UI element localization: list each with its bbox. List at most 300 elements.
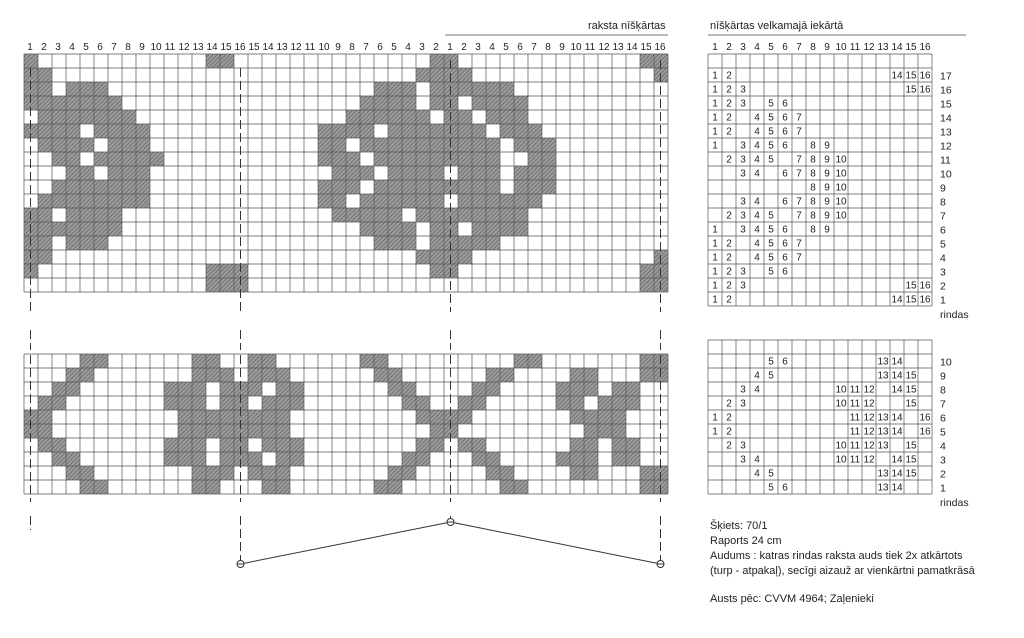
upper-pattern-filled-cell xyxy=(122,110,136,124)
upper-tieup-grid xyxy=(708,54,969,321)
upper-pattern-filled-cell xyxy=(486,194,500,208)
upper-pattern-filled-cell xyxy=(94,124,108,138)
pattern-column-number: 11 xyxy=(164,42,176,53)
upper-pattern-filled-cell xyxy=(528,138,542,152)
upper-pattern-filled-cell xyxy=(38,68,52,82)
pattern-column-number: 13 xyxy=(276,42,288,53)
lower-tieup-cell-number: 16 xyxy=(919,426,931,438)
upper-pattern-filled-cell xyxy=(430,194,444,208)
upper-pattern-filled-cell xyxy=(458,124,472,138)
upper-tieup-cell-number: 1 xyxy=(712,140,718,152)
upper-pattern-filled-cell xyxy=(66,82,80,96)
upper-pattern-filled-cell xyxy=(486,180,500,194)
upper-pattern-filled-cell xyxy=(332,152,346,166)
upper-pattern-filled-cell xyxy=(458,152,472,166)
tieup-column-number: 7 xyxy=(796,42,802,53)
upper-pattern-filled-cell xyxy=(332,138,346,152)
lower-tieup-row-label: 3 xyxy=(940,454,946,467)
upper-pattern-filled-cell xyxy=(416,138,430,152)
lower-pattern-filled-cell xyxy=(640,354,654,368)
lower-pattern-filled-cell xyxy=(570,396,584,410)
upper-pattern-filled-cell xyxy=(108,96,122,110)
pattern-column-number: 7 xyxy=(363,42,369,53)
upper-pattern-filled-cell xyxy=(80,194,94,208)
upper-pattern-filled-cell xyxy=(374,110,388,124)
pattern-column-number: 14 xyxy=(206,42,218,53)
lower-pattern-filled-cell xyxy=(220,452,234,466)
lower-tieup-cell-number: 12 xyxy=(863,440,875,452)
upper-tieup-cell-number: 7 xyxy=(796,168,802,180)
tieup-column-number: 3 xyxy=(740,42,746,53)
lower-pattern-filled-cell xyxy=(584,368,598,382)
upper-pattern-filled-cell xyxy=(500,208,514,222)
upper-pattern-filled-cell xyxy=(360,222,374,236)
lower-pattern-filled-cell xyxy=(626,452,640,466)
upper-tieup-cell-number: 2 xyxy=(726,126,732,138)
lower-tieup-row-label: 4 xyxy=(940,440,946,453)
upper-tieup-cell-number: 5 xyxy=(768,126,774,138)
lower-tieup-cell-number: 16 xyxy=(919,412,931,424)
upper-pattern-filled-cell xyxy=(220,54,234,68)
lower-pattern-filled-cell xyxy=(220,382,234,396)
lower-pattern-filled-cell xyxy=(584,452,598,466)
lower-pattern-filled-cell xyxy=(612,452,626,466)
upper-pattern-filled-cell xyxy=(486,208,500,222)
upper-pattern-filled-cell xyxy=(318,124,332,138)
upper-pattern-filled-cell xyxy=(402,222,416,236)
lower-pattern-filled-cell xyxy=(402,396,416,410)
lower-pattern-filled-cell xyxy=(178,382,192,396)
upper-pattern-filled-cell xyxy=(416,180,430,194)
upper-pattern-filled-cell xyxy=(122,124,136,138)
lower-tieup-cell-number: 3 xyxy=(740,454,746,466)
lower-pattern-filled-cell xyxy=(640,466,654,480)
upper-pattern-filled-cell xyxy=(514,124,528,138)
upper-pattern-filled-cell xyxy=(388,152,402,166)
upper-pattern-filled-cell xyxy=(80,166,94,180)
upper-pattern-filled-cell xyxy=(80,180,94,194)
upper-tieup-row-label: 10 xyxy=(940,168,952,181)
pattern-column-number: 5 xyxy=(503,42,509,53)
upper-pattern-filled-cell xyxy=(38,194,52,208)
upper-pattern-filled-cell xyxy=(318,138,332,152)
lower-pattern-filled-cell xyxy=(430,410,444,424)
upper-pattern-filled-cell xyxy=(528,152,542,166)
upper-pattern-filled-cell xyxy=(346,110,360,124)
upper-pattern-filled-cell xyxy=(402,138,416,152)
upper-tieup-cell-number: 3 xyxy=(740,266,746,278)
upper-pattern-filled-cell xyxy=(458,208,472,222)
pattern-column-number: 1 xyxy=(27,42,33,53)
upper-tieup-row-label: 12 xyxy=(940,140,952,153)
upper-pattern-filled-cell xyxy=(514,110,528,124)
tieup-column-number: 9 xyxy=(824,42,830,53)
lower-tieup-cell-number: 14 xyxy=(891,370,903,382)
lower-pattern-filled-cell xyxy=(248,368,262,382)
lower-pattern-filled-cell xyxy=(164,438,178,452)
lower-pattern-filled-cell xyxy=(584,438,598,452)
tieup-column-number: 1 xyxy=(712,42,718,53)
lower-pattern-filled-cell xyxy=(192,382,206,396)
upper-pattern-filled-cell xyxy=(220,278,234,292)
lower-tieup-cell-number: 5 xyxy=(768,356,774,368)
upper-pattern-filled-cell xyxy=(108,124,122,138)
upper-pattern-filled-cell xyxy=(38,236,52,250)
lower-tieup-cell-number: 3 xyxy=(740,440,746,452)
upper-pattern-filled-cell xyxy=(388,208,402,222)
lower-pattern-filled-cell xyxy=(500,480,514,494)
upper-tieup-cell-number: 6 xyxy=(782,126,788,138)
lower-tieup-cell-number: 12 xyxy=(863,426,875,438)
upper-pattern-filled-cell xyxy=(542,138,556,152)
lower-pattern-filled-cell xyxy=(276,452,290,466)
lower-tieup-rows-caption: rindas xyxy=(940,497,969,509)
lower-pattern-filled-cell xyxy=(570,368,584,382)
upper-pattern-filled-cell xyxy=(360,124,374,138)
upper-pattern-filled-cell xyxy=(402,194,416,208)
upper-pattern-filled-cell xyxy=(416,208,430,222)
chevron-right-leg xyxy=(451,522,661,564)
upper-pattern-filled-cell xyxy=(374,222,388,236)
lower-tieup-cell-number: 10 xyxy=(835,454,847,466)
lower-pattern-filled-cell xyxy=(528,354,542,368)
upper-tieup-cell-number: 5 xyxy=(768,154,774,166)
lower-pattern-filled-cell xyxy=(164,382,178,396)
pattern-column-number: 13 xyxy=(612,42,624,53)
upper-tieup-row-label: 5 xyxy=(940,238,946,251)
upper-pattern-filled-cell xyxy=(66,110,80,124)
upper-tieup-cell-number: 10 xyxy=(835,210,847,222)
lower-pattern-filled-cell xyxy=(192,424,206,438)
lower-tieup-cell-number: 2 xyxy=(726,426,732,438)
upper-pattern-filled-cell xyxy=(472,124,486,138)
pattern-column-number: 2 xyxy=(461,42,467,53)
upper-pattern-filled-cell xyxy=(136,194,150,208)
lower-pattern-filled-cell xyxy=(486,466,500,480)
upper-pattern-filled-cell xyxy=(66,222,80,236)
upper-tieup-cell-number: 4 xyxy=(754,210,760,222)
upper-pattern-filled-cell xyxy=(52,222,66,236)
upper-tieup-cell-number: 4 xyxy=(754,252,760,264)
lower-pattern-filled-cell xyxy=(248,354,262,368)
upper-pattern-filled-cell xyxy=(402,82,416,96)
upper-pattern-filled-cell xyxy=(486,152,500,166)
upper-tieup-cell-number: 7 xyxy=(796,238,802,250)
upper-pattern-filled-cell xyxy=(514,96,528,110)
upper-pattern-filled-cell xyxy=(430,264,444,278)
pattern-column-number: 6 xyxy=(377,42,383,53)
upper-pattern-filled-cell xyxy=(66,96,80,110)
pattern-column-number: 11 xyxy=(304,42,316,53)
tieup-column-number: 13 xyxy=(877,42,889,53)
upper-pattern-filled-cell xyxy=(514,222,528,236)
upper-pattern-filled-cell xyxy=(458,166,472,180)
upper-tieup-cell-number: 2 xyxy=(726,294,732,306)
lower-pattern-filled-cell xyxy=(416,452,430,466)
upper-pattern-filled-cell xyxy=(332,124,346,138)
tieup-column-number: 14 xyxy=(891,42,903,53)
upper-pattern-filled-cell xyxy=(108,110,122,124)
upper-pattern-filled-cell xyxy=(500,110,514,124)
lower-pattern-filled-cell xyxy=(486,382,500,396)
upper-tieup-cell-number: 3 xyxy=(740,224,746,236)
upper-tieup-cell-number: 6 xyxy=(782,140,788,152)
lower-pattern-filled-cell xyxy=(584,410,598,424)
upper-pattern-filled-cell xyxy=(206,54,220,68)
tieup-column-number: 6 xyxy=(782,42,788,53)
upper-pattern-filled-cell xyxy=(402,166,416,180)
lower-pattern-filled-cell xyxy=(388,466,402,480)
lower-pattern-filled-cell xyxy=(192,480,206,494)
upper-tieup-cell-number: 9 xyxy=(824,168,830,180)
upper-pattern-filled-cell xyxy=(374,152,388,166)
upper-pattern-filled-cell xyxy=(94,208,108,222)
lower-pattern-filled-cell xyxy=(570,382,584,396)
upper-tieup-cell-number: 6 xyxy=(782,168,788,180)
lower-tieup-cell-number: 5 xyxy=(768,482,774,494)
lower-tieup-cell-number: 14 xyxy=(891,468,903,480)
lower-pattern-filled-cell xyxy=(598,396,612,410)
upper-pattern-filled-cell xyxy=(430,82,444,96)
lower-tieup-cell-number: 4 xyxy=(754,384,760,396)
upper-pattern-filled-cell xyxy=(430,124,444,138)
upper-pattern-filled-cell xyxy=(136,166,150,180)
upper-pattern-filled-cell xyxy=(430,236,444,250)
upper-pattern-filled-cell xyxy=(150,152,164,166)
upper-pattern-filled-cell xyxy=(136,138,150,152)
upper-pattern-filled-cell xyxy=(108,138,122,152)
upper-pattern-filled-cell xyxy=(388,124,402,138)
lower-pattern-filled-cell xyxy=(556,382,570,396)
upper-pattern-filled-cell xyxy=(66,194,80,208)
weave-note-continued: (turp - atpakaļ), secīgi aizauž ar vienkārtni pamatkrāsā xyxy=(710,565,975,577)
lower-tieup-cell-number: 5 xyxy=(768,370,774,382)
upper-pattern-filled-cell xyxy=(458,194,472,208)
lower-pattern-filled-cell xyxy=(430,438,444,452)
upper-pattern-filled-cell xyxy=(430,180,444,194)
upper-pattern-filled-cell xyxy=(220,264,234,278)
pattern-column-number: 12 xyxy=(290,42,302,53)
upper-pattern-filled-cell xyxy=(94,110,108,124)
upper-pattern-filled-cell xyxy=(374,236,388,250)
upper-pattern-filled-cell xyxy=(122,138,136,152)
upper-pattern-filled-cell xyxy=(360,166,374,180)
lower-pattern-filled-cell xyxy=(192,410,206,424)
upper-tieup-rows-caption: rindas xyxy=(940,309,969,321)
upper-pattern-filled-cell xyxy=(430,166,444,180)
upper-pattern-filled-cell xyxy=(458,82,472,96)
tieup-column-number: 8 xyxy=(810,42,816,53)
lower-pattern-filled-cell xyxy=(220,466,234,480)
upper-pattern-filled-cell xyxy=(66,236,80,250)
lower-pattern-filled-cell xyxy=(458,410,472,424)
pattern-column-number: 16 xyxy=(234,42,246,53)
upper-pattern-filled-cell xyxy=(94,222,108,236)
upper-tieup-cell-number: 6 xyxy=(782,238,788,250)
upper-tieup-cell-number: 4 xyxy=(754,112,760,124)
upper-tieup-cell-number: 16 xyxy=(919,280,931,292)
upper-tieup-cell-number: 1 xyxy=(712,126,718,138)
lower-pattern-filled-cell xyxy=(38,396,52,410)
upper-pattern-filled-cell xyxy=(52,138,66,152)
lower-tieup-cell-number: 13 xyxy=(877,356,889,368)
upper-pattern-filled-cell xyxy=(318,194,332,208)
lower-pattern-filled-cell xyxy=(612,410,626,424)
lower-pattern-filled-cell xyxy=(388,382,402,396)
upper-tieup-row-label: 9 xyxy=(940,182,946,195)
lower-pattern-filled-cell xyxy=(612,438,626,452)
upper-pattern-filled-cell xyxy=(206,278,220,292)
upper-pattern-filled-cell xyxy=(388,222,402,236)
upper-tieup-cell-number: 10 xyxy=(835,182,847,194)
pattern-column-number: 10 xyxy=(318,42,330,53)
upper-pattern-filled-cell xyxy=(500,96,514,110)
upper-pattern-filled-cell xyxy=(486,138,500,152)
upper-tieup-cell-number: 4 xyxy=(754,154,760,166)
tieup-column-number: 5 xyxy=(768,42,774,53)
upper-pattern-filled-cell xyxy=(416,68,430,82)
pattern-threading-header: raksta nīšķārtas xyxy=(588,20,666,32)
lower-pattern-filled-cell xyxy=(402,382,416,396)
lower-tieup-cell-number: 15 xyxy=(905,384,917,396)
upper-tieup-cell-number: 7 xyxy=(796,126,802,138)
upper-pattern-filled-cell xyxy=(514,208,528,222)
upper-pattern-filled-cell xyxy=(360,96,374,110)
upper-pattern-filled-cell xyxy=(374,194,388,208)
lower-pattern-filled-cell xyxy=(52,452,66,466)
lower-pattern-filled-cell xyxy=(192,396,206,410)
upper-tieup-cell-number: 9 xyxy=(824,182,830,194)
upper-tieup-row-label: 2 xyxy=(940,280,946,293)
upper-tieup-cell-number: 4 xyxy=(754,196,760,208)
upper-tieup-cell-number: 2 xyxy=(726,266,732,278)
upper-pattern-filled-cell xyxy=(38,82,52,96)
lower-pattern-filled-cell xyxy=(290,396,304,410)
pattern-column-number: 15 xyxy=(248,42,260,53)
lower-pattern-filled-cell xyxy=(66,382,80,396)
upper-tieup-cell-number: 9 xyxy=(824,140,830,152)
upper-pattern-filled-cell xyxy=(458,180,472,194)
lower-pattern-filled-cell xyxy=(570,438,584,452)
upper-tieup-cell-number: 3 xyxy=(740,196,746,208)
lower-tieup-cell-number: 12 xyxy=(863,454,875,466)
lower-pattern-filled-cell xyxy=(276,438,290,452)
upper-pattern-filled-cell xyxy=(528,124,542,138)
upper-tieup-row-label: 14 xyxy=(940,112,952,125)
upper-pattern-filled-cell xyxy=(80,222,94,236)
pattern-column-number: 8 xyxy=(349,42,355,53)
lower-tieup-cell-number: 14 xyxy=(891,356,903,368)
upper-pattern-filled-cell xyxy=(80,82,94,96)
upper-pattern-filled-cell xyxy=(360,110,374,124)
lower-pattern-filled-cell xyxy=(220,424,234,438)
lower-pattern-filled-cell xyxy=(80,354,94,368)
weaving-notes xyxy=(710,519,975,607)
upper-tieup-cell-number: 5 xyxy=(768,224,774,236)
upper-pattern-filled-cell xyxy=(108,180,122,194)
repeat-size-note: Raports 24 cm xyxy=(710,535,782,547)
upper-tieup-cell-number: 3 xyxy=(740,154,746,166)
lower-tieup-cell-number: 4 xyxy=(754,370,760,382)
upper-pattern-filled-cell xyxy=(472,194,486,208)
lower-pattern-filled-cell xyxy=(416,438,430,452)
upper-pattern-filled-cell xyxy=(24,54,38,68)
upper-tieup-row-label: 6 xyxy=(940,224,946,237)
upper-pattern-filled-cell xyxy=(402,152,416,166)
lower-tieup-cell-number: 1 xyxy=(712,426,718,438)
lower-pattern-filled-cell xyxy=(556,396,570,410)
upper-pattern-filled-cell xyxy=(66,208,80,222)
upper-pattern-filled-cell xyxy=(500,124,514,138)
upper-pattern-filled-cell xyxy=(80,96,94,110)
lower-pattern-grid xyxy=(24,354,668,494)
lower-pattern-filled-cell xyxy=(486,452,500,466)
upper-tieup-cell-number: 1 xyxy=(712,266,718,278)
upper-pattern-filled-cell xyxy=(52,152,66,166)
weave-note: Audums : katras rindas raksta auds tiek 2x atkārtots xyxy=(710,550,963,562)
lower-tieup-cell-number: 13 xyxy=(877,412,889,424)
upper-tieup-cell-number: 10 xyxy=(835,168,847,180)
lower-pattern-filled-cell xyxy=(612,396,626,410)
lower-pattern-filled-cell xyxy=(178,410,192,424)
upper-pattern-filled-cell xyxy=(472,152,486,166)
upper-pattern-filled-cell xyxy=(528,166,542,180)
upper-pattern-filled-cell xyxy=(52,124,66,138)
upper-pattern-filled-cell xyxy=(80,110,94,124)
upper-pattern-filled-cell xyxy=(472,138,486,152)
lower-pattern-filled-cell xyxy=(178,396,192,410)
lower-pattern-filled-cell xyxy=(94,480,108,494)
lower-tieup-cell-number: 2 xyxy=(726,412,732,424)
upper-pattern-filled-cell xyxy=(416,250,430,264)
lower-pattern-filled-cell xyxy=(262,438,276,452)
lower-tieup-cell-number: 11 xyxy=(849,454,861,466)
lower-tieup-cell-number: 13 xyxy=(877,482,889,494)
lower-pattern-filled-cell xyxy=(500,368,514,382)
upper-pattern-filled-cell xyxy=(332,208,346,222)
lower-pattern-filled-cell xyxy=(38,410,52,424)
upper-pattern-filled-cell xyxy=(640,54,654,68)
upper-tieup-cell-number: 1 xyxy=(712,84,718,96)
upper-tieup-cell-number: 3 xyxy=(740,280,746,292)
pattern-column-number: 7 xyxy=(111,42,117,53)
upper-tieup-cell-number: 2 xyxy=(726,154,732,166)
upper-tieup-cell-number: 5 xyxy=(768,112,774,124)
upper-tieup-cell-number: 5 xyxy=(768,252,774,264)
upper-pattern-filled-cell xyxy=(94,180,108,194)
upper-pattern-grid xyxy=(24,54,668,292)
upper-pattern-filled-cell xyxy=(374,96,388,110)
upper-pattern-filled-cell xyxy=(360,194,374,208)
lower-tieup-cell-number: 2 xyxy=(726,398,732,410)
lower-tieup-cell-number: 3 xyxy=(740,398,746,410)
lower-pattern-filled-cell xyxy=(206,354,220,368)
upper-tieup-cell-number: 9 xyxy=(824,210,830,222)
upper-pattern-filled-cell xyxy=(38,250,52,264)
upper-tieup-cell-number: 15 xyxy=(905,84,917,96)
lower-pattern-filled-cell xyxy=(164,452,178,466)
upper-pattern-filled-cell xyxy=(66,138,80,152)
upper-tieup-row-label: 15 xyxy=(940,98,952,111)
upper-tieup-cell-number: 8 xyxy=(810,168,816,180)
upper-pattern-filled-cell xyxy=(318,152,332,166)
upper-pattern-filled-cell xyxy=(94,96,108,110)
lower-pattern-filled-cell xyxy=(402,452,416,466)
upper-tieup-cell-number: 7 xyxy=(796,154,802,166)
upper-pattern-filled-cell xyxy=(66,166,80,180)
upper-pattern-filled-cell xyxy=(458,236,472,250)
lower-tieup-cell-number: 6 xyxy=(782,482,788,494)
